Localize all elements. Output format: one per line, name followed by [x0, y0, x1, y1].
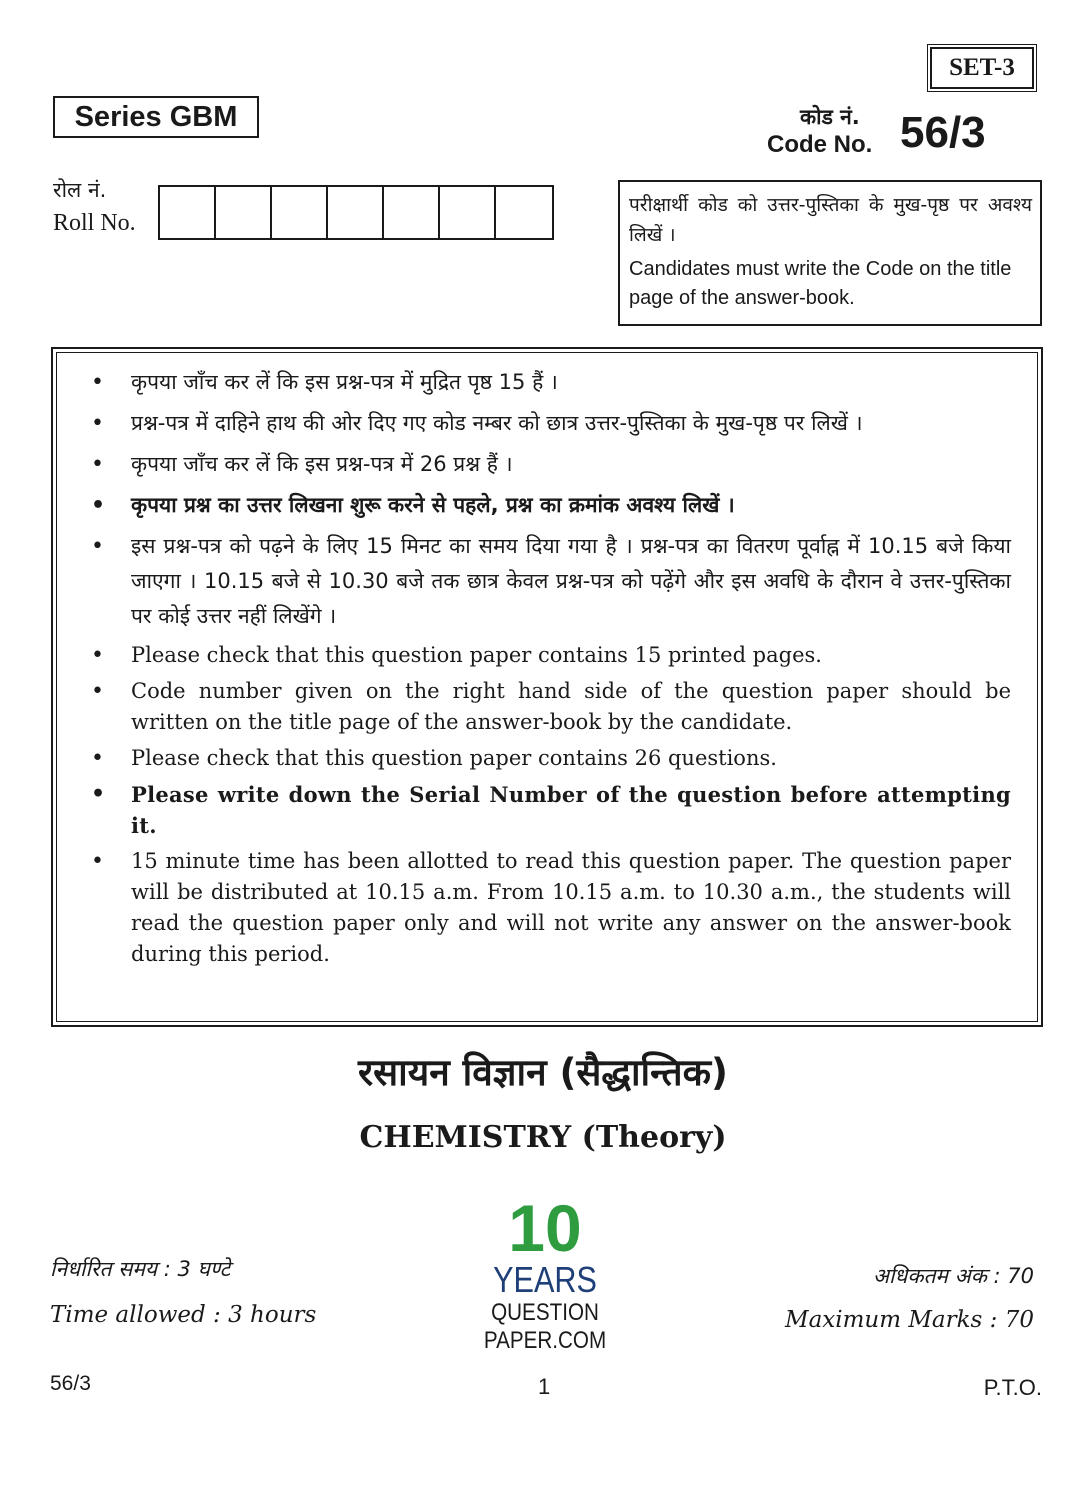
- instruction-item: • कृपया प्रश्न का उत्तर लिखना शुरू करने से पहले, प्रश्न का क्रमांक अवश्य लिखें ।: [91, 488, 1011, 523]
- instruction-item: • 15 minute time has been allotted to read this question paper. The question paper will be distributed at 10.15 a.m. From 10.15 a.m. to 10.30 a.m., the students will read the question paper only and will not write any answer on the answer-book during this period.: [91, 846, 1011, 970]
- logo-word: YEARS: [493, 1259, 597, 1300]
- roll-number-cell[interactable]: [440, 187, 496, 238]
- roll-number-cell[interactable]: [328, 187, 384, 238]
- subject-title-hindi: रसायन विज्ञान (सैद्धान्तिक): [358, 1051, 728, 1094]
- roll-number-cell[interactable]: [160, 187, 216, 238]
- roll-number-cell[interactable]: [496, 187, 552, 238]
- general-instructions-box: [51, 347, 1043, 1027]
- roll-label-hindi: रोल नं.: [53, 178, 107, 202]
- time-allowed-hindi: निर्धारित समय : 3 घण्टे: [50, 1257, 231, 1281]
- page-number: 1: [538, 1374, 551, 1399]
- set-label: SET-3: [930, 47, 1034, 89]
- roll-number-cell[interactable]: [216, 187, 272, 238]
- code-label-hindi: कोड नं.: [800, 105, 860, 129]
- roll-number-cell[interactable]: [384, 187, 440, 238]
- code-instruction-box: [618, 180, 1042, 326]
- roll-number-cell[interactable]: [272, 187, 328, 238]
- instruction-item: • कृपया जाँच कर लें कि इस प्रश्न-पत्र में 26 प्रश्न हैं ।: [91, 447, 1011, 482]
- code-number: 56/3: [900, 108, 986, 157]
- roll-label: Roll No.: [53, 210, 136, 236]
- instruction-item: • Code number given on the right hand side of the question paper should be written on the title page of the answer-book by the candidate.: [91, 676, 1011, 738]
- code-instruction-hindi: परीक्षार्थी कोड को उत्तर-पुस्तिका के मुख-पृष्ठ पर अवश्य लिखें ।: [629, 194, 1032, 246]
- instruction-item: • प्रश्न-पत्र में दाहिने हाथ की ओर दिए गए कोड नम्बर को छात्र उत्तर-पुस्तिका के मुख-पृष्ठ पर लिखें ।: [91, 406, 1011, 441]
- logo-number: 10: [508, 1191, 582, 1265]
- instruction-item: • कृपया जाँच कर लें कि इस प्रश्न-पत्र में मुद्रित पृष्ठ 15 हैं ।: [91, 365, 1011, 400]
- instruction-list: [53, 349, 1041, 970]
- code-instruction-english: Candidates must write the Code on the title page of the answer-book.: [629, 258, 1012, 309]
- footer-code: 56/3: [50, 1372, 91, 1395]
- pto-label: P.T.O.: [983, 1375, 1042, 1400]
- instruction-item: • Please write down the Serial Number of the question before attempting it.: [91, 779, 1011, 841]
- code-label: Code No.: [767, 131, 873, 158]
- instruction-item: • Please check that this question paper contains 26 questions.: [91, 743, 1011, 774]
- maximum-marks: Maximum Marks : 70: [785, 1307, 1034, 1333]
- series-label: Series GBM: [53, 96, 259, 138]
- instruction-item: • Please check that this question paper contains 15 printed pages.: [91, 640, 1011, 671]
- roll-number-boxes: [158, 185, 554, 240]
- instruction-item: • इस प्रश्न-पत्र को पढ़ने के लिए 15 मिनट का समय दिया गया है । प्रश्न-पत्र का वितरण पूर्वाह्न में 10.15 बजे किया जाएगा । 10.15 बजे से 10.30 बजे तक छात्र केवल प्रश्न-पत्र को पढ़ेंगे और इस अवधि के दौरान वे उत्तर-पुस्तिका पर कोई उत्तर नहीं लिखेंगे ।: [91, 529, 1011, 634]
- watermark-logo: [420, 1191, 670, 1355]
- time-allowed: Time allowed : 3 hours: [50, 1302, 317, 1328]
- logo-site: QUESTION PAPER.COM: [483, 1299, 607, 1354]
- maximum-marks-hindi: अधिकतम अंक : 70: [872, 1264, 1034, 1288]
- subject-title: CHEMISTRY (Theory): [359, 1120, 727, 1155]
